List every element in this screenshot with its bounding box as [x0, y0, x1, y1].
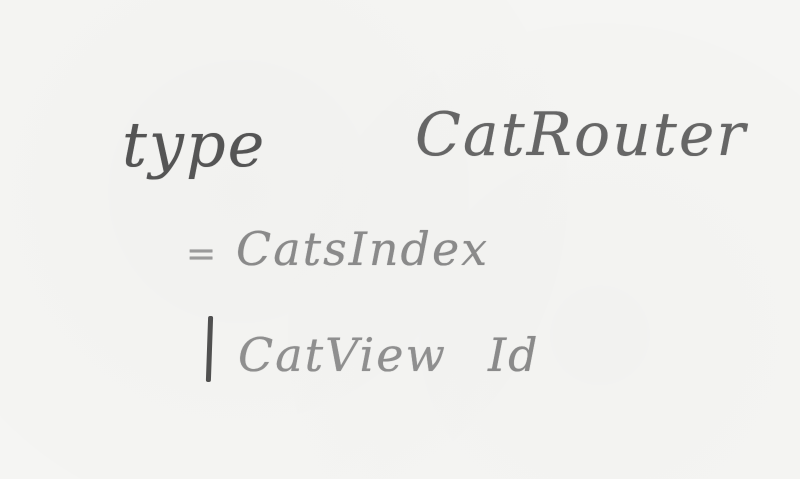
keyword-type: type — [122, 108, 267, 181]
constructor-catsindex: CatsIndex — [236, 222, 490, 276]
argument-id: Id — [488, 328, 540, 382]
type-name-catrouter: CatRouter — [415, 100, 748, 170]
equals-sign: = — [186, 234, 219, 275]
constructor-catview: CatView — [238, 328, 447, 382]
pipe-bar — [206, 316, 213, 382]
